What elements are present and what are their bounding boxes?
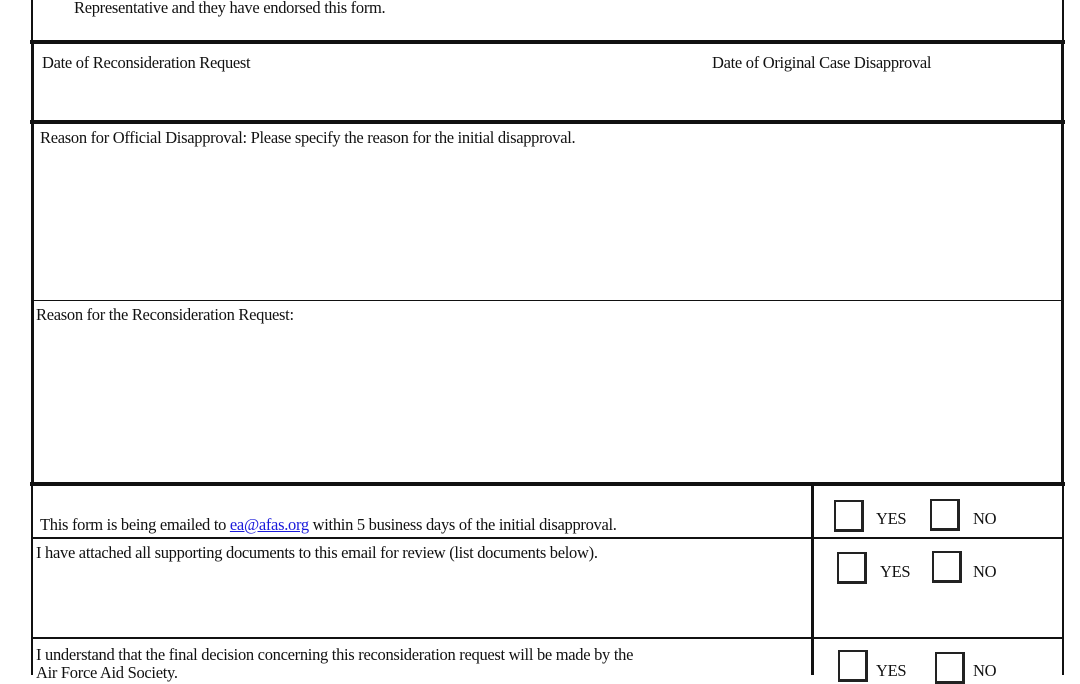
yes-label: YES: [876, 661, 907, 680]
divider: [31, 537, 1063, 539]
question-emailed: [40, 515, 617, 535]
divider: [1062, 484, 1064, 675]
divider: [31, 42, 34, 485]
yes-checkbox[interactable]: [838, 650, 868, 682]
question-text: This form is being emailed to: [40, 515, 230, 534]
divider: [31, 300, 1063, 301]
no-label: NO: [973, 509, 997, 528]
divider: [1061, 42, 1064, 485]
reason-disapproval-field[interactable]: [36, 150, 1056, 295]
reason-disapproval-label: Reason for Official Disapproval: Please specify the reason for the initial disapproval.: [40, 128, 576, 147]
date-request-field[interactable]: [36, 76, 636, 118]
no-checkbox[interactable]: [932, 551, 962, 583]
no-label: NO: [973, 661, 997, 680]
divider: [811, 484, 814, 675]
yes-label: YES: [876, 509, 907, 528]
divider: [31, 484, 33, 675]
question-attached: I have attached all supporting documents to this email for review (list documents below).: [36, 543, 598, 562]
border-left-top: [31, 0, 33, 42]
no-checkbox[interactable]: [930, 499, 960, 531]
intro-text: Representative and they have endorsed this form.: [74, 0, 386, 17]
yes-checkbox[interactable]: [834, 500, 864, 532]
no-checkbox[interactable]: [935, 652, 965, 684]
date-original-field[interactable]: [700, 76, 1055, 118]
divider: [31, 637, 1063, 639]
question-understand: I understand that the final decision concerning this reconsideration request will be made by the: [36, 645, 634, 664]
border-right-top: [1062, 0, 1064, 42]
reason-request-label: Reason for the Reconsideration Request:: [36, 305, 294, 324]
reason-request-field[interactable]: [36, 328, 1056, 478]
yes-label: YES: [880, 562, 911, 581]
date-request-label: Date of Reconsideration Request: [42, 53, 251, 72]
divider: [30, 120, 1065, 124]
question-text: within 5 business days of the initial disapproval.: [308, 515, 617, 534]
email-link[interactable]: ea@afas.org: [229, 515, 309, 534]
no-label: NO: [973, 562, 997, 581]
yes-checkbox[interactable]: [837, 552, 867, 584]
date-original-label: Date of Original Case Disapproval: [712, 53, 932, 72]
divider: [30, 40, 1065, 44]
documents-list-field[interactable]: [36, 566, 806, 634]
divider: [30, 482, 1065, 486]
question-understand-line2: Air Force Aid Society.: [36, 663, 178, 682]
